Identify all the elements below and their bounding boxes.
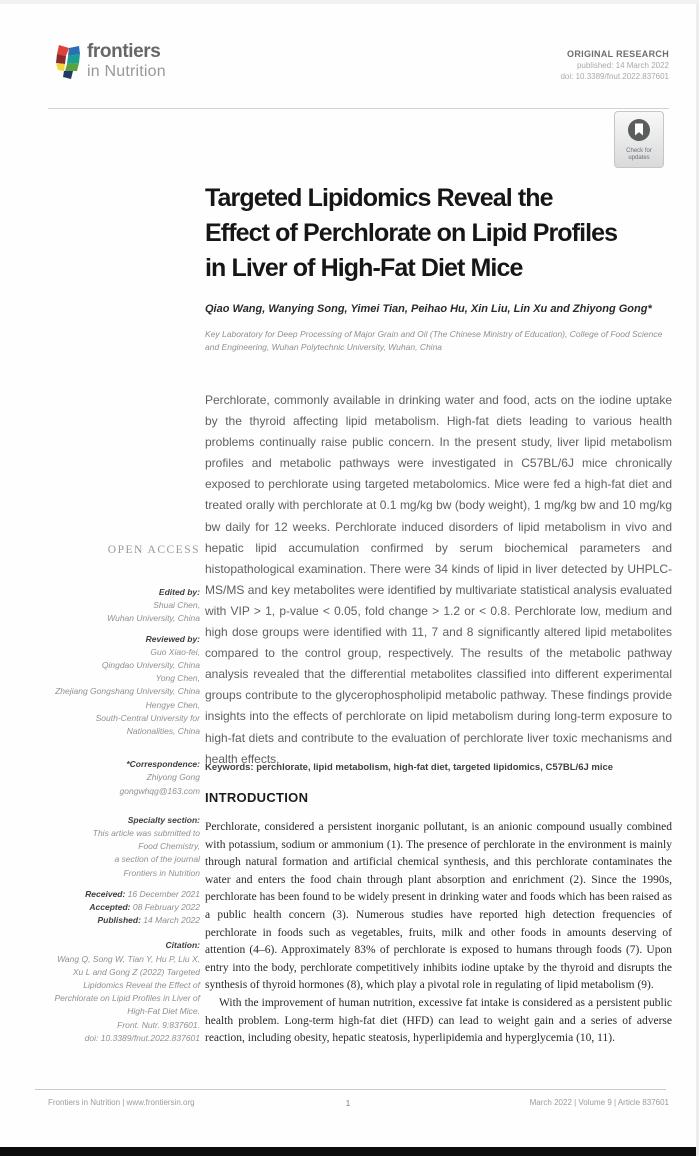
- introduction-body: [205, 819, 672, 1048]
- author-list: Qiao Wang, Wanying Song, Yimei Tian, Peihao Hu, Xin Liu, Lin Xu and Zhiyong Gong*: [205, 303, 652, 315]
- specialty-section-block: [38, 814, 200, 880]
- header-meta: [560, 48, 669, 82]
- check-for-updates-button[interactable]: [614, 111, 664, 168]
- badge-text-line1: Check for: [626, 148, 652, 154]
- accepted-date: 08 February 2022: [132, 902, 200, 913]
- published-line: [38, 914, 200, 927]
- correspondence-block: [38, 758, 200, 798]
- published-date: 14 March 2022: [143, 915, 200, 926]
- received-label: Received:: [85, 888, 126, 899]
- open-access-label: OPEN ACCESS: [107, 544, 200, 556]
- introduction-paragraph-1: Perchlorate, considered a persistent inorganic pollutant, is an anionic compound usually combined with potassium, sodium or ammonium (1). The presence of perchlorate in the environment is mainly through natural formation and artificial chemical synthesis, and this perchlorate contaminates the water and enters the food chain through plant absorption and enrichment (2). Since the 1990s, perchlorate has been found to be widely present in drinking water and foods which has been raised as a public health concern (3). Numerous studies have reported high detection frequencies of perchlorate in foods such as vegetables, fruits, milk and other foods in amounts deserving of attention (4–6). Approximately 83% of perchlorate is exposed to humans through foods (7). Upon entry into the body, perchlorate competitively inhibits iodine uptake by the thyroid and disrupts the synthesis of thyroid hormones (8), which play a pivotal role in regulating of lipid metabolism (9).: [205, 821, 672, 992]
- correspondence-email-link[interactable]: gongwhqg@163.com: [119, 785, 200, 796]
- reviewed-by-label: Reviewed by:: [145, 633, 200, 644]
- journal-logo-subtitle: in Nutrition: [87, 63, 166, 80]
- doi-link[interactable]: doi: 10.3389/fnut.2022.837601: [560, 72, 669, 81]
- citation-block: [38, 939, 200, 1045]
- published-label: Published:: [97, 915, 141, 926]
- crossmark-icon: [626, 117, 652, 143]
- edited-by-label: Edited by:: [158, 587, 200, 597]
- article-info-sidebar: [38, 544, 200, 1045]
- correspondence-name: Zhiyong Gong: [146, 772, 200, 783]
- journal-logo: [55, 42, 166, 81]
- dates-block: [38, 888, 200, 928]
- footer-journal-url[interactable]: Frontiers in Nutrition | www.frontiersin.org: [48, 1098, 195, 1107]
- frontiers-logo-icon: [55, 44, 82, 80]
- badge-text-line2: updates: [628, 155, 650, 161]
- edited-by-block: [38, 586, 200, 626]
- affiliation: Key Laboratory for Deep Processing of Major Grain and Oil (The Chinese Ministry of Education), College of Food Science and Engineering, Wuhan Polytechnic University, Wuhan, China: [205, 329, 663, 352]
- received-line: [38, 888, 200, 901]
- specialty-section-lines: This article was submitted to Food Chemistry, a section of the journal Frontiers in Nutrition: [92, 828, 200, 878]
- footer-issue-info: March 2022 | Volume 9 | Article 837601: [529, 1098, 669, 1107]
- reviewed-by-names: Guo Xiao-fei, Qingdao University, China Yong Chen, Zhejiang Gongshang University, China Hengye Chen, South-Central University for Nationalities, China: [55, 646, 200, 737]
- introduction-paragraph-2: With the improvement of human nutrition, excessive fat intake is considered as a persistent public health problem. Long-term high-fat diet (HFD) can lead to weight gain and a series of adverse reaction, including obesity, hepatic steatosis, hyperlipidemia and hyperglycemia (10, 11).: [205, 996, 672, 1045]
- journal-logo-name: frontiers: [87, 41, 161, 62]
- abstract-text: Perchlorate, commonly available in drinking water and food, acts on the iodine uptake by the thyroid affecting lipid metabolism. High-fat diets leading to various health problems continually raise public concern. In the present study, liver lipid metabolism profiles and metabolic pathways were investigated in C57BL/6J mice chronically exposed to perchlorate using targeted metabolomics. Mice were fed a high-fat diet and treated orally with perchlorate at 0.1 mg/kg bw (body weight), 1 mg/kg bw and 10 mg/kg bw daily for 12 weeks. Perchlorate induced disorders of lipid metabolism in vivo and hepatic lipid accumulation confirmed by serum biochemical parameters and histopathological examination. There were 34 kinds of lipid in liver detected by UHPLC-MS/MS and key metabolites were identified by multivariate statistical analysis evaluated with VIP > 1, p-value < 0.05, fold change > 1.2 or < 0.8. Perchlorate low, medium and high dose groups were identified with 11, 7 and 8 significantly altered lipid metabolites compared to the control group, respectively. The results of the metabolic pathway analysis revealed that the differential metabolites classified into different experimental groups contribute to the glycerophospholipid metabolic pathway. These findings provide insights into the effects of perchlorate on lipid metabolism during long-term exposure to high-fat diets and contribute to the evaluation of perchlorate liver toxic mechanisms and health effects.: [205, 393, 672, 766]
- specialty-section-label: Specialty section:: [127, 814, 200, 825]
- reviewed-by-block: [38, 633, 200, 739]
- header-divider: [48, 108, 669, 109]
- citation-text: Wang Q, Song W, Tian Y, Hu P, Liu X, Xu L and Gong Z (2022) Targeted Lipidomics Reveal the Effect of Perchlorate on Lipid Profiles in Liver of High-Fat Diet Mice. Front. Nutr. 9:837601. doi: 10.3389/fnut.2022.837601: [54, 953, 200, 1043]
- keywords-line: Keywords: perchlorate, lipid metabolism, high-fat diet, targeted lipidomics, C57BL/6J mice: [205, 762, 614, 773]
- article-title: Targeted Lipidomics Reveal the Effect of Perchlorate on Lipid Profiles in Liver of High-Fat Diet Mice: [205, 184, 618, 282]
- scan-bottom-border: [0, 1147, 696, 1156]
- published-date-line: published: 14 March 2022: [576, 61, 669, 70]
- accepted-line: [38, 901, 200, 914]
- citation-label: Citation:: [165, 940, 200, 951]
- introduction-heading: INTRODUCTION: [205, 790, 309, 805]
- footer-divider: [35, 1089, 666, 1090]
- edited-by-names: Shuai Chen, Wuhan University, China: [107, 600, 200, 624]
- accepted-label: Accepted:: [89, 902, 131, 913]
- correspondence-label: *Correspondence:: [126, 759, 200, 770]
- article-type-label: ORIGINAL RESEARCH: [567, 49, 669, 59]
- received-date: 16 December 2021: [127, 888, 200, 899]
- footer-page-number: 1: [345, 1098, 351, 1108]
